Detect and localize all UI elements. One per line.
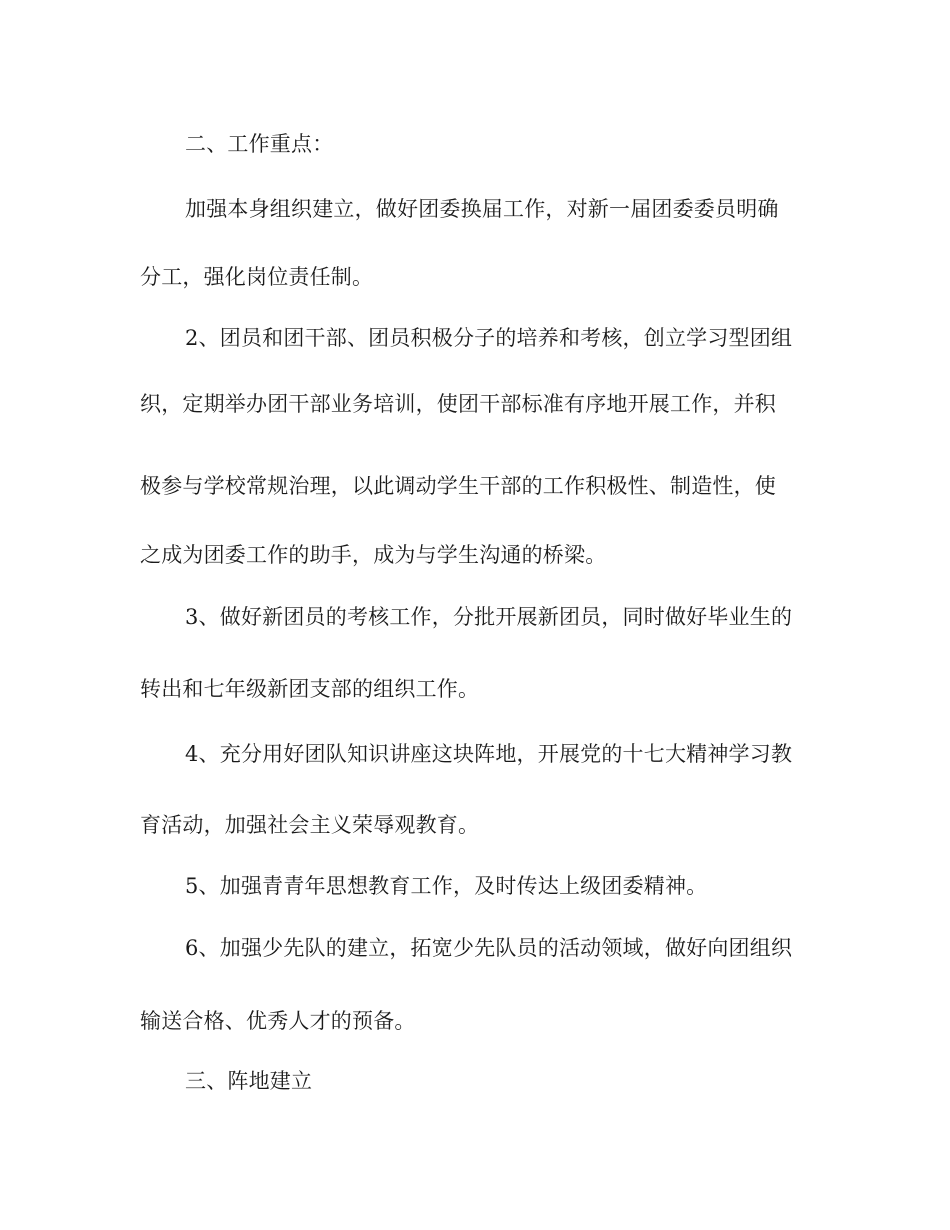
paragraph-line: 分工，强化岗位责任制。 <box>140 265 374 289</box>
paragraph-line: 织，定期举办团干部业务培训，使团干部标准有序地开展工作，并积 <box>140 392 776 416</box>
paragraph-line: 3、做好新团员的考核工作，分批开展新团员，同时做好毕业生的 <box>185 605 793 629</box>
paragraph-line: 育活动，加强社会主义荣辱观教育。 <box>140 813 480 837</box>
paragraph-line: 输送合格、优秀人才的预备。 <box>140 1009 416 1033</box>
paragraph-line: 5、加强青青年思想教育工作，及时传达上级团委精神。 <box>185 874 708 898</box>
paragraph-line: 极参与学校常规治理，以此调动学生干部的工作积极性、制造性，使 <box>140 474 776 498</box>
paragraph-line: 之成为团委工作的助手，成为与学生沟通的桥梁。 <box>140 543 607 567</box>
section-heading-work-focus: 二、工作重点： <box>185 132 334 156</box>
section-heading-position-building: 三、阵地建立 <box>185 1069 313 1093</box>
paragraph-line: 2、团员和团干部、团员积极分子的培养和考核，创立学习型团组 <box>185 326 793 350</box>
paragraph-line: 4、充分用好团队知识讲座这块阵地，开展党的十七大精神学习教 <box>185 742 793 766</box>
paragraph-line: 6、加强少先队的建立，拓宽少先队员的活动领域，做好向团组织 <box>185 936 793 960</box>
paragraph-line: 转出和七年级新团支部的组织工作。 <box>140 677 480 701</box>
paragraph-line: 加强本身组织建立，做好团委换届工作，对新一届团委委员明确 <box>185 197 779 221</box>
